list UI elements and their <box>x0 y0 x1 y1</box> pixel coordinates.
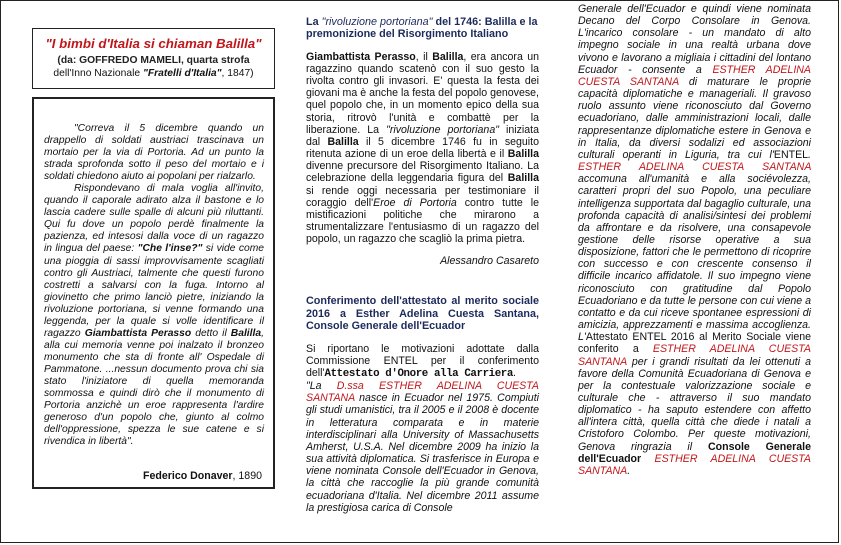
section-1-title-c: del 1746: Balilla e la premonizione del Risorgimento Italiano <box>306 16 538 41</box>
section-1-body-run-11: si rende oggi necessaria per testimoniare il coraggio dell' <box>306 184 539 209</box>
quote-p2-e: detto il <box>191 327 231 339</box>
column-3-body-run-10: Console Generale dell'Ecuador <box>578 440 811 465</box>
section-1-body-run-3: , era ancora un ragazzino quando scatenò con il suo gesto la rivolta contro gli invasori. E' questa la festa dei giovani ma è anche la festa del popolo genovese, quel popolo che, in un momento epico della sua storia, ritrovò l'unità e combattè per la liberazione. La <box>306 50 539 136</box>
column-3-body-run-5: ESTHER ADELINA CUESTA SANTANA <box>578 161 811 174</box>
section-1-author: Alessandro Casareto <box>440 255 539 268</box>
column-3-body-run-4: . <box>808 148 811 161</box>
source-line-1: (da: GOFFREDO MAMELI, quarta strofa <box>57 55 250 66</box>
column-3-body-run-7: Attestato ENTEL 2016 al Merito Sociale viene conferito a <box>578 331 811 356</box>
section-1-body-run-5: iniziata dal <box>306 123 540 148</box>
column-3-body-run-2: di maturare le proprie capacità diplomatiche e manageriali. Il gravoso ruolo assunto viene riconosciuto dal Governo ecuadoriano, dalle amministrazioni locali, dalle rappresentanze diplomatiche estere in Genova e in Italia, da diversi sodalizi ed associazioni culturali operanti in Liguria, tra cui l' <box>578 75 811 161</box>
column-3-body-run-8: ESTHER ADELINA CUESTA SANTANA <box>578 343 811 368</box>
section-1-body-run-0: Giambattista Perasso <box>306 50 416 63</box>
section-1-body-run-6: Balilla <box>327 135 359 148</box>
quote-p2-balilla: Balilla <box>230 327 262 339</box>
section-1-body-run-9: divenne precursore del Risorgimento Italiano. La celebrazione della leggendaria figura del <box>306 160 539 185</box>
title-box <box>32 28 275 89</box>
quote-paragraph-2 <box>44 183 264 448</box>
column-3-body-run-1: ESTHER ADELINA CUESTA SANTANA <box>578 63 811 88</box>
source-anthem-prefix: dell'Inno Nazionale <box>53 68 143 79</box>
section-1-body-run-4: "rivoluzione portoriana" <box>386 123 499 136</box>
article-title: "I bimbi d'Italia si chiaman Balilla" <box>45 36 262 51</box>
section-2-title: Conferimento dell'attestato al merito sociale 2016 a Esther Adelina Cuesta Santana, Console Generale dell'Ecuador <box>306 295 539 333</box>
column-3-body-run-6: accomuna all'umanità e alla sociévolezza, caratteri propri del suo Popolo, una peculiare intelligenza supportata dal bagaglio culturale, una profonda capacità di analisi/sintesi dei problemi da affrontare e da risolvere, una consapevole gestione delle risorse operative a sua disposizione, fattori che le permettono di ricoprire con successo e con crescente consenso il difficile incarico affidatole. Il suo impegno viene riconosciuto con gratitudine dal Popolo Ecuadoriano e da tutte le persone con cui viene a contatto e da cui riceve spontanee espressioni di amicizia, apprezzamenti e massima accoglienza. L' <box>578 173 811 344</box>
section-1-body-run-1: , il <box>415 50 433 63</box>
quote-author: Federico Donaver <box>143 470 233 482</box>
source-anthem-year: , 1847) <box>221 68 254 79</box>
column-3-body-run-11 <box>641 453 654 465</box>
source-line-2 <box>33 67 274 80</box>
section-2-intro-attestato: Attestato d'Onore alla Carriera <box>324 368 513 380</box>
quote-p2-g: , alla cui memoria venne poi inalzato il bronzeo monumento che sta di fronte all' Ospedale di Pammatone. ...nessun documento prova chi sia stato l'iniziatore di quella memoranda sommossa e quindi dirò che il monumento di Portoria anzichè un eroe rappresenta l'ardire generoso d'un popolo che, giunto al colmo dell'oppressione, spezza le sue catene e si rivendica in libertà". <box>44 327 264 448</box>
section-1-title <box>306 16 539 41</box>
quote-p2-shout: "Che l'inse?" <box>137 243 203 255</box>
section-2-quote-b: nasce in Ecuador nel 1975. Compiuti gli studi umanistici, tra il 2005 e il 2008 è docente in letteratura comparata e in materie interdisciplinari alla University of Massachusetts Amherst, U.S.A. Nel dicembre 2009 ha inizio la sua attività diplomatica. Si trasferisce in Europa e viene nominata Console dell'Ecuador in Genova, la città che raccoglie la più grande comunità ecuadoriana d'Italia. Nel dicembre 2011 assume la prestigiosa carica di Console <box>306 392 539 514</box>
section-2-intro-c: . <box>512 367 516 379</box>
section-1-body <box>306 51 539 246</box>
section-2-quote <box>306 380 539 514</box>
quote-paragraph-1: "Correva il 5 dicembre quando un drappello di soldati austriaci trascinava un mortaio per la via di Portoria. Ad un punto la strada sprofonda sotto il peso del mortaio e i soldati chiedono aiuto ai popolani per rialzarlo. <box>44 123 264 183</box>
article-source <box>33 54 274 80</box>
section-1-body-run-12: Eroe di Portoria <box>373 196 457 209</box>
section-1-body-run-2: Balilla <box>432 50 464 63</box>
source-anthem-title: "Fratelli d'Italia" <box>142 68 222 79</box>
donaver-quote <box>44 123 264 448</box>
column-3-body-run-9: per i grandi risultati da lei ottenuti a favore della Comunità Ecuadoriana di Genova e per la contestuale valorizzazione sociale e culturale che - attraverso il suo mandato diplomatico - ha saputo estendere con affetto all'intera città, quella città che diede i natali a Cristoforo Colombo. Per queste motivazioni, Genova ringrazia il <box>578 355 811 453</box>
section-1-title-a: La <box>306 16 322 28</box>
quote-signature <box>143 470 262 482</box>
section-1-body-run-13: contro tutte le mistificazioni politiche che mirarono a strumentalizzare l'entusiasmo di un ragazzo del popolo, un ragazzo che scagliò la prima pietra. <box>306 196 539 246</box>
section-2-intro-a: Si riportano le motivazioni adottate dalla Commissione ENTEL per il conferimento dell' <box>306 342 539 379</box>
section-1-body-run-7: il 5 dicembre 1746 fu in seguito ritenuta azione di un eroe della libertà e il <box>306 135 539 161</box>
quote-p2-a: Rispondevano di mala voglia all'invito, quando il caporale adirato alza il bastone e lo lascia cadere sulle spalle di alcuni più riluttanti. Qui fu dove un popolo perdè finalmente la pazienza, ed intesosi dalla voce di un ragazzo in lingua del paese: <box>44 183 264 255</box>
quote-p2-perasso: Giambattista Perasso <box>84 327 192 339</box>
quote-p2-c: si vide come una pioggia di sassi improvvisamente scagliati contro gli Austriaci, talmente che questi furono costretti a salvarsi con la fuga. Intorno al giovinetto che primo lanciò pietre, iniziando la rivoluzione portoriana, si venne formando una leggenda, per la quale si volle identificare il ragazzo <box>44 243 264 339</box>
section-2-intro <box>306 343 539 380</box>
column-3-body-run-0: Generale dell'Ecuador e quindi viene nominata Decano del Corpo Consolare in Genova. L'incarico consolare - un mandato di alto impegno sociale in una realtà urbana dove vivono e lavorano a migliaia i cittadini del lontano Ecuador - consente a <box>578 3 811 76</box>
column-2 <box>306 16 539 514</box>
quote-year: , 1890 <box>232 470 262 482</box>
column-3-body-run-3: ENTEL <box>773 148 809 161</box>
section-1-body-run-10: Balilla <box>507 172 539 185</box>
quote-box <box>32 97 275 489</box>
section-1-title-b: "rivoluzione portoriana" <box>321 16 433 28</box>
column-3-body-run-13: . <box>627 464 631 477</box>
section-2-quote-a: "La <box>306 380 337 393</box>
column-3 <box>578 3 811 477</box>
column-3-body-run-12: ESTHER ADELINA CUESTA SANTANA <box>578 452 811 477</box>
section-2-quote-name: D.ssa ESTHER ADELINA CUESTA SANTANA <box>306 380 539 405</box>
section-1-body-run-8: Balilla <box>507 148 539 161</box>
